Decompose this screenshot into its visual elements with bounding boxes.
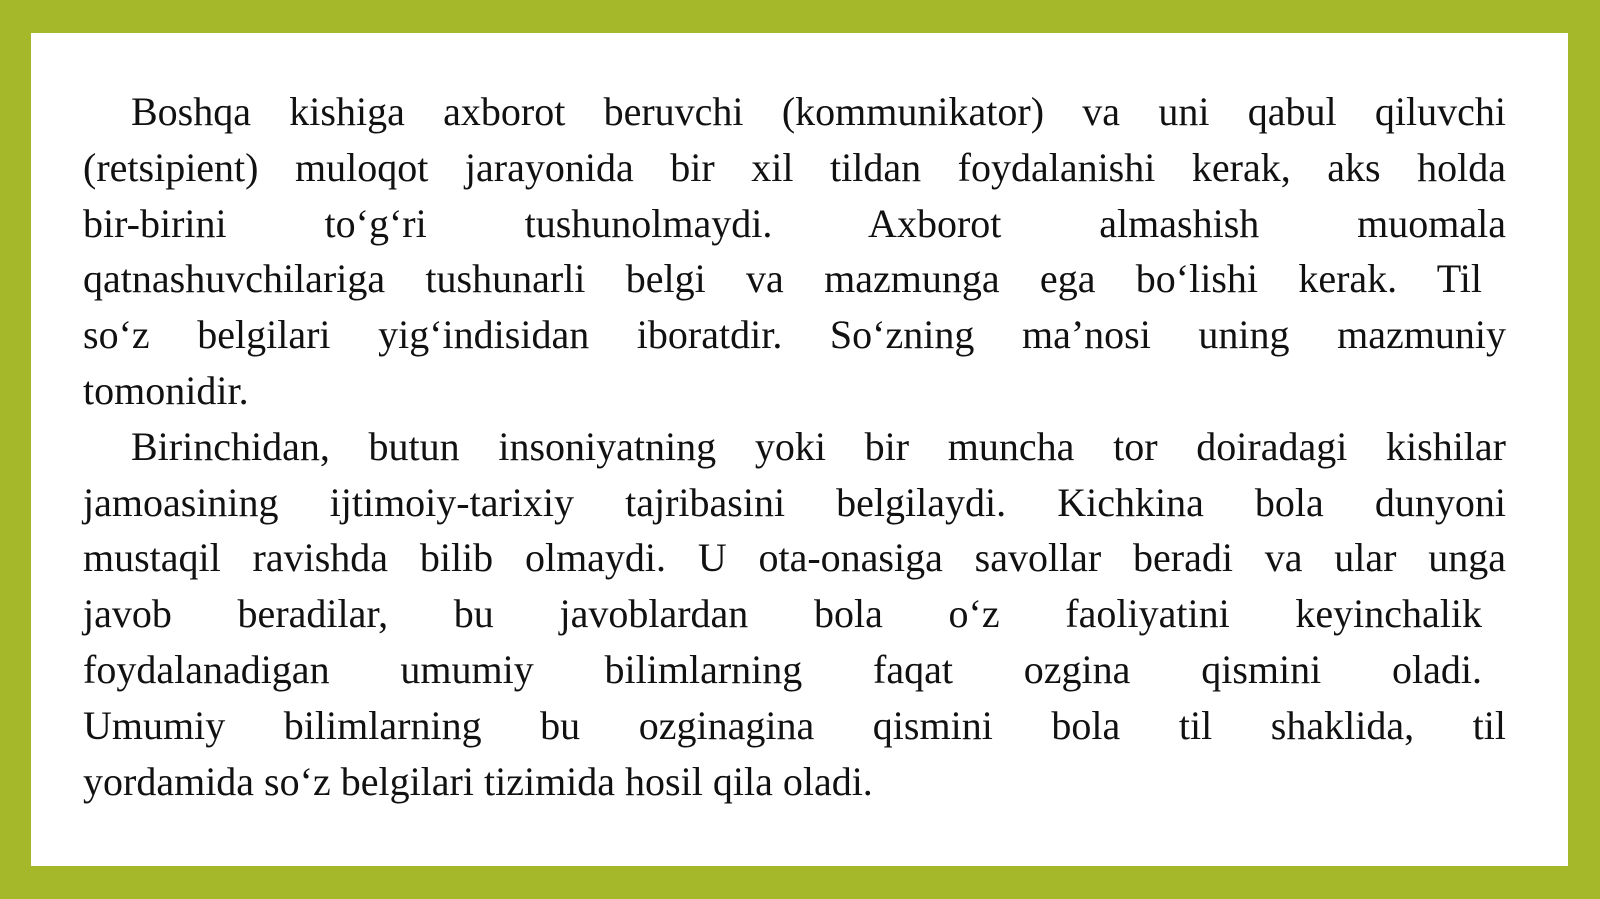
paragraph-2-line-7: yordamida so‘z belgilari tizimida hosil qila oladi. <box>83 758 873 804</box>
paragraph-2-line-5: foydalanadigan umumiy bilimlarning faqat ozgina qismini oladi. <box>83 646 1482 692</box>
paragraph-2-line-4: javob beradilar, bu javoblardan bola o‘z faoliyatini keyinchalik <box>83 591 1482 637</box>
paragraph-1-line-2: (retsipient) muloqot jarayonida bir xil tildan foydalanishi kerak, aks holda <box>83 144 1506 190</box>
paragraph-2-line-6: Umumiy bilimlarning bu ozginagina qismini bola til shaklida, til <box>83 702 1506 748</box>
paragraph-1-line-3: bir-birini to‘g‘ri tushunolmaydi. Axborot almashish muomala <box>83 200 1506 246</box>
paragraph-2-line-2: jamoasining ijtimoiy-tarixiy tajribasini belgilaydi. Kichkina bola dunyoni <box>83 479 1506 525</box>
paragraph-1-line-4: qatnashuvchilariga tushunarli belgi va mazmunga ega bo‘lishi kerak. Til <box>83 256 1482 302</box>
paragraph-1-line-1: Boshqa kishiga axborot beruvchi (kommunikator) va uni qabul qiluvchi <box>131 89 1506 134</box>
body-text <box>83 84 1506 809</box>
slide-content-area <box>31 33 1568 866</box>
paragraph-1-line-6: tomonidir. <box>83 367 249 413</box>
paragraph-2-line-1: Birinchidan, butun insoniyatning yoki bir muncha tor doiradagi kishilar <box>131 423 1506 469</box>
paragraph-2-line-3: mustaqil ravishda bilib olmaydi. U ota-onasiga savollar beradi va ular unga <box>83 535 1506 581</box>
paragraph-1-line-5: so‘z belgilari yig‘indisidan iboratdir. So‘zning ma’nosi uning mazmuniy <box>83 312 1506 358</box>
